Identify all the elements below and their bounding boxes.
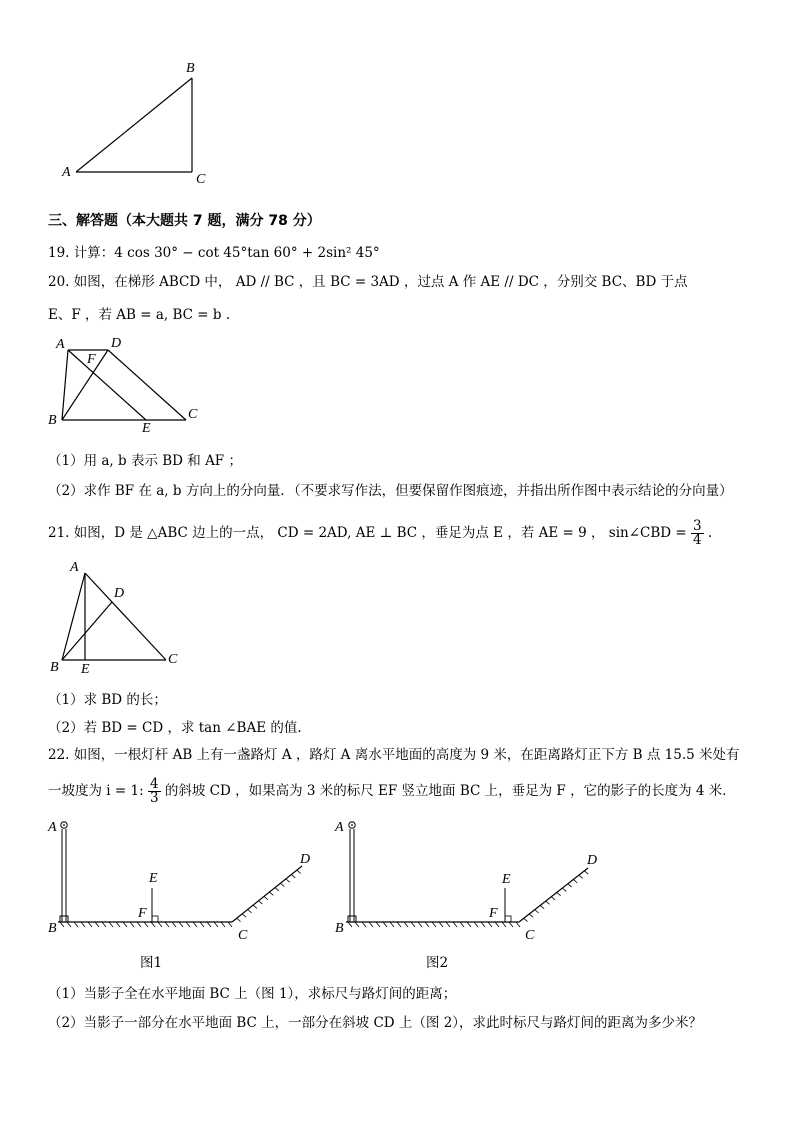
q22-part1: （1）当影子全在水平地面 BC 上（图 1），求标尺与路灯间的距离； <box>48 986 457 1002</box>
fig2-ground-hatch <box>404 922 408 927</box>
label-b: B <box>186 61 195 76</box>
q22-text-line1: 如图，一根灯杆 AB 上有一盏路灯 A ，路灯 A 离水平地面的高度为 9 米，在距离路灯正下方 B 点 15.5 米处有 <box>73 747 740 763</box>
label-c: C <box>196 172 206 187</box>
fig2-ground-hatch <box>481 922 485 927</box>
fig1-label-c: C <box>238 928 248 943</box>
fig2-ground-hatch <box>439 922 443 927</box>
fig2-ground-hatch <box>453 922 457 927</box>
fig2-ground-hatch <box>369 922 373 927</box>
q21-text: 如图，D 是 △ABC 边上的一点， CD = 2AD, AE ⊥ BC ，垂足为点 E ，若 AE = 9 ， sin∠CBD = <box>73 525 687 541</box>
q22-frac-num: 4 <box>149 776 159 792</box>
q21-text-end: . <box>707 525 713 541</box>
label-a: A <box>62 165 71 180</box>
fig2-ground-hatch <box>467 922 471 927</box>
q20-number: 20. <box>48 274 70 290</box>
fig2-ground-hatch <box>411 922 415 927</box>
fig2-slope-hatch <box>546 901 550 904</box>
fig2-slope-hatch <box>584 871 588 874</box>
q22-text-line2-post: 的斜坡 CD ，如果高为 3 米的标尺 EF 竖立地面 BC 上，垂足为 F ，它的影子的长度为 4 米． <box>164 783 736 799</box>
fig2-ground-hatch <box>355 922 359 927</box>
q22-text-line2-pre: 一坡度为 i = 1: <box>48 783 144 799</box>
q22-part2: （2）当影子一部分在水平地面 BC 上，一部分在斜坡 CD 上（图 2），求此时标尺与路灯间的距离为多少米？ <box>48 1015 703 1031</box>
fig2-slope-hatch <box>540 905 544 908</box>
fig2-slope-hatch <box>535 910 539 913</box>
fig2-ground-hatch <box>474 922 478 927</box>
q20-label-e: E <box>142 421 151 436</box>
fig2-right-angle-mark <box>505 916 511 922</box>
fig2-lamp-dot <box>351 824 353 826</box>
q21-label-e: E <box>81 662 90 677</box>
fig2-slope-hatch <box>562 888 566 891</box>
q20-label-c: C <box>188 407 198 422</box>
fig2-label-a: A <box>335 820 344 835</box>
q20-label-a: A <box>56 337 65 352</box>
fig2-label-e: E <box>502 872 511 887</box>
fig2-slope-hatch <box>568 884 572 887</box>
q21-label-c: C <box>168 652 178 667</box>
fig2-ground-hatch <box>502 922 506 927</box>
q22-number: 22. <box>48 747 70 763</box>
fig1-label-d: D <box>300 852 311 867</box>
fig2-slope-hatch <box>529 914 533 917</box>
fig2-slope-hatch <box>557 892 561 895</box>
q20-text-line1: 如图，在梯形 ABCD 中， AD // BC ，且 BC = 3AD ，过点 A 作 AE // DC ，分别交 BC、BD 于点 <box>73 274 688 290</box>
fig2-label-b: B <box>335 921 344 936</box>
fig1-label-e: E <box>149 871 158 886</box>
fig2-ground-hatch <box>362 922 366 927</box>
fig1-label-f: F <box>138 906 147 921</box>
fig2-caption: 图2 <box>426 955 449 971</box>
fig2-ground-hatch <box>488 922 492 927</box>
fig2-ground-hatch <box>495 922 499 927</box>
q21-label-b: B <box>50 660 59 675</box>
q21-frac-num: 3 <box>693 518 702 534</box>
q21-number: 21. <box>48 525 70 541</box>
fig1-label-b: B <box>48 921 57 936</box>
q20-text-line2: E、F ，若 AB = a, BC = b . <box>48 307 231 323</box>
q20-label-d: D <box>111 336 122 351</box>
q21-label-d: D <box>114 586 125 601</box>
fig2-ground-hatch <box>509 922 513 927</box>
fig2-ground-hatch <box>425 922 429 927</box>
q19-number: 19. <box>48 245 70 261</box>
q21-label-a: A <box>70 560 79 575</box>
fig2-ground-hatch <box>390 922 394 927</box>
fig2-ground-hatch <box>516 922 520 927</box>
q21-part1: （1）求 BD 的长； <box>48 692 167 708</box>
section-title: 三、解答题（本大题共 7 题，满分 78 分） <box>48 213 321 229</box>
fig2-slope-hatch <box>579 875 583 878</box>
fig2-slope-hatch <box>524 918 528 921</box>
fig2-slope-hatch <box>551 897 555 900</box>
q20-label-b: B <box>48 413 57 428</box>
fig2-label-c: C <box>525 928 535 943</box>
fig2-label-d: D <box>587 853 598 868</box>
fig2-ground-hatch <box>446 922 450 927</box>
fig2-slope-hatch <box>573 879 577 882</box>
fig2-pole-base <box>348 916 356 922</box>
fig2-label-f: F <box>489 906 498 921</box>
fig1-label-a: A <box>48 820 57 835</box>
fig2-ground-hatch <box>383 922 387 927</box>
fig2-ground-hatch <box>460 922 464 927</box>
q22-frac-den: 3 <box>149 790 159 806</box>
q19-text: 计算：4 cos 30° − cot 45°tan 60° + 2sin² 45° <box>73 245 380 261</box>
q20-part1: （1）用 a, b 表示 BD 和 AF ； <box>48 453 242 469</box>
fig2-ground-hatch <box>376 922 380 927</box>
fig1-caption: 图1 <box>140 955 163 971</box>
fig2-ground-hatch <box>348 922 352 927</box>
fig2-ground-hatch <box>397 922 401 927</box>
q21-frac-den: 4 <box>693 532 702 548</box>
fig2-ground-hatch <box>432 922 436 927</box>
fig2-ground-hatch <box>418 922 422 927</box>
q20-part2: （2）求作 BF 在 a, b 方向上的分向量．（不要求写作法，但要保留作图痕迹，并指出所作图中表示结论的分向量） <box>48 483 733 499</box>
q21-part2: （2）若 BD = CD ，求 tan ∠BAE 的值. <box>48 720 302 736</box>
q20-label-f: F <box>87 352 96 367</box>
